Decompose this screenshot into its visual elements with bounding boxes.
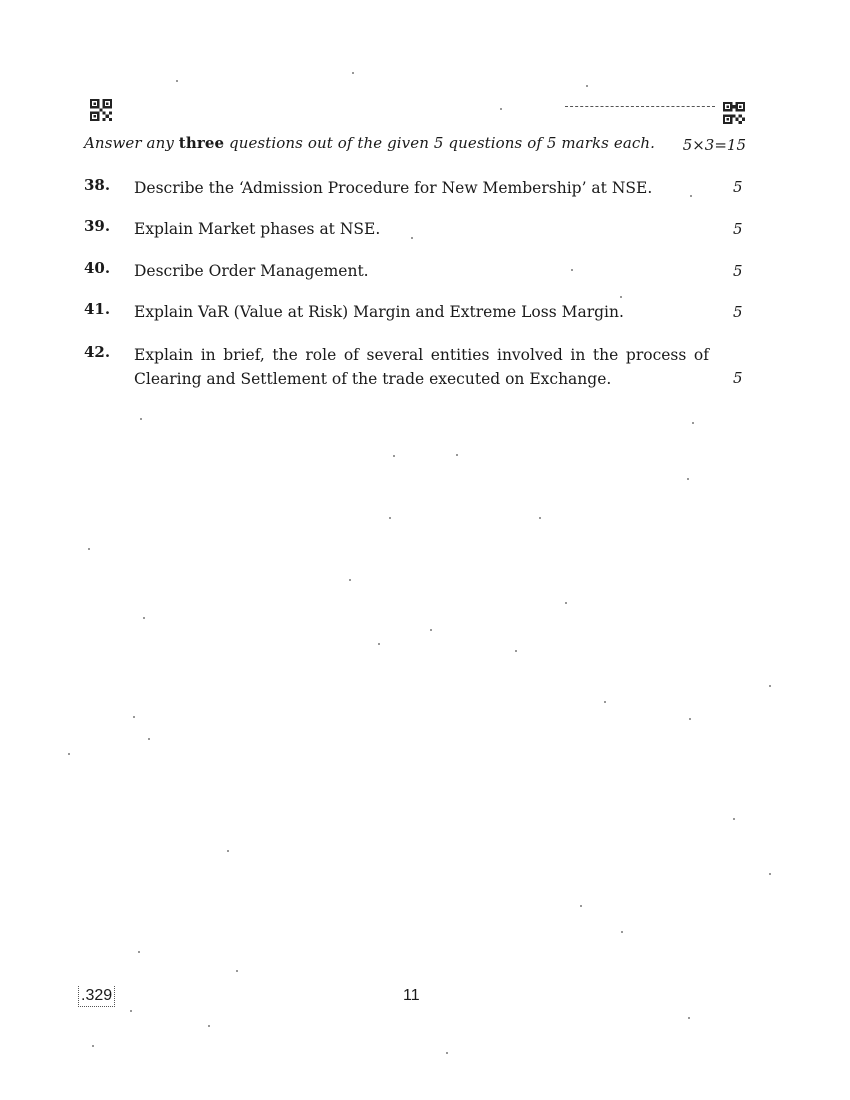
speck: [208, 1025, 210, 1027]
instructions-emphasis: three: [178, 134, 225, 152]
speck: [688, 1017, 690, 1019]
speck: [580, 905, 582, 907]
speck: [92, 1045, 94, 1047]
speck: [411, 237, 413, 239]
instructions-marks: 5×3=15: [682, 136, 746, 154]
speck: [586, 85, 588, 87]
speck: [620, 296, 622, 298]
question-marks: 5: [733, 220, 743, 238]
question-marks: 5: [733, 178, 743, 196]
question-number: 42.: [84, 343, 111, 361]
speck: [446, 1052, 448, 1054]
speck: [389, 517, 391, 519]
speck: [140, 418, 142, 420]
speck: [769, 685, 771, 687]
speck: [148, 738, 150, 740]
speck: [565, 602, 567, 604]
speck: [500, 108, 502, 110]
speck: [378, 643, 380, 645]
speck: [88, 548, 90, 550]
speck: [68, 753, 70, 755]
speck: [133, 716, 135, 718]
speck: [138, 951, 140, 953]
speck: [130, 1010, 132, 1012]
speck: [769, 873, 771, 875]
page-number: 11: [403, 987, 420, 1004]
question-marks: 5: [733, 262, 743, 280]
instructions: [84, 134, 655, 152]
speck: [689, 718, 691, 720]
speck: [227, 850, 229, 852]
question-text: Describe the ‘Admission Procedure for New Membership’ at NSE.: [134, 179, 653, 197]
speck: [430, 629, 432, 631]
question-number: 40.: [84, 259, 111, 277]
speck: [456, 454, 458, 456]
speck: [143, 617, 145, 619]
question-text: Describe Order Management.: [134, 262, 369, 280]
qr-code-icon: [723, 102, 745, 124]
speck: [687, 478, 689, 480]
speck: [733, 818, 735, 820]
question-number: 41.: [84, 300, 111, 318]
speck: [349, 579, 351, 581]
instructions-prefix: Answer any: [84, 134, 179, 152]
question-marks: 5: [733, 303, 743, 321]
speck: [604, 701, 606, 703]
speck: [393, 455, 395, 457]
subject-code: .329: [78, 986, 115, 1007]
question-text: Explain VaR (Value at Risk) Margin and Extreme Loss Margin.: [134, 303, 624, 321]
question-number: 38.: [84, 176, 111, 194]
question-number: 39.: [84, 217, 111, 235]
question-text: Explain in brief, the role of several entities involved in the process of Clearing and Settlement of the trade executed on Exchange.: [134, 346, 709, 388]
speck: [690, 195, 692, 197]
speck: [539, 517, 541, 519]
speck: [236, 970, 238, 972]
header-divider: [565, 106, 715, 107]
speck: [352, 72, 354, 74]
speck: [621, 931, 623, 933]
speck: [571, 269, 573, 271]
question-text: Explain Market phases at NSE.: [134, 220, 381, 238]
qr-code-icon: [90, 99, 112, 121]
question-marks: 5: [733, 369, 743, 387]
speck: [692, 422, 694, 424]
speck: [515, 650, 517, 652]
speck: [176, 80, 178, 82]
instructions-suffix: questions out of the given 5 questions of 5 marks each.: [224, 134, 655, 152]
